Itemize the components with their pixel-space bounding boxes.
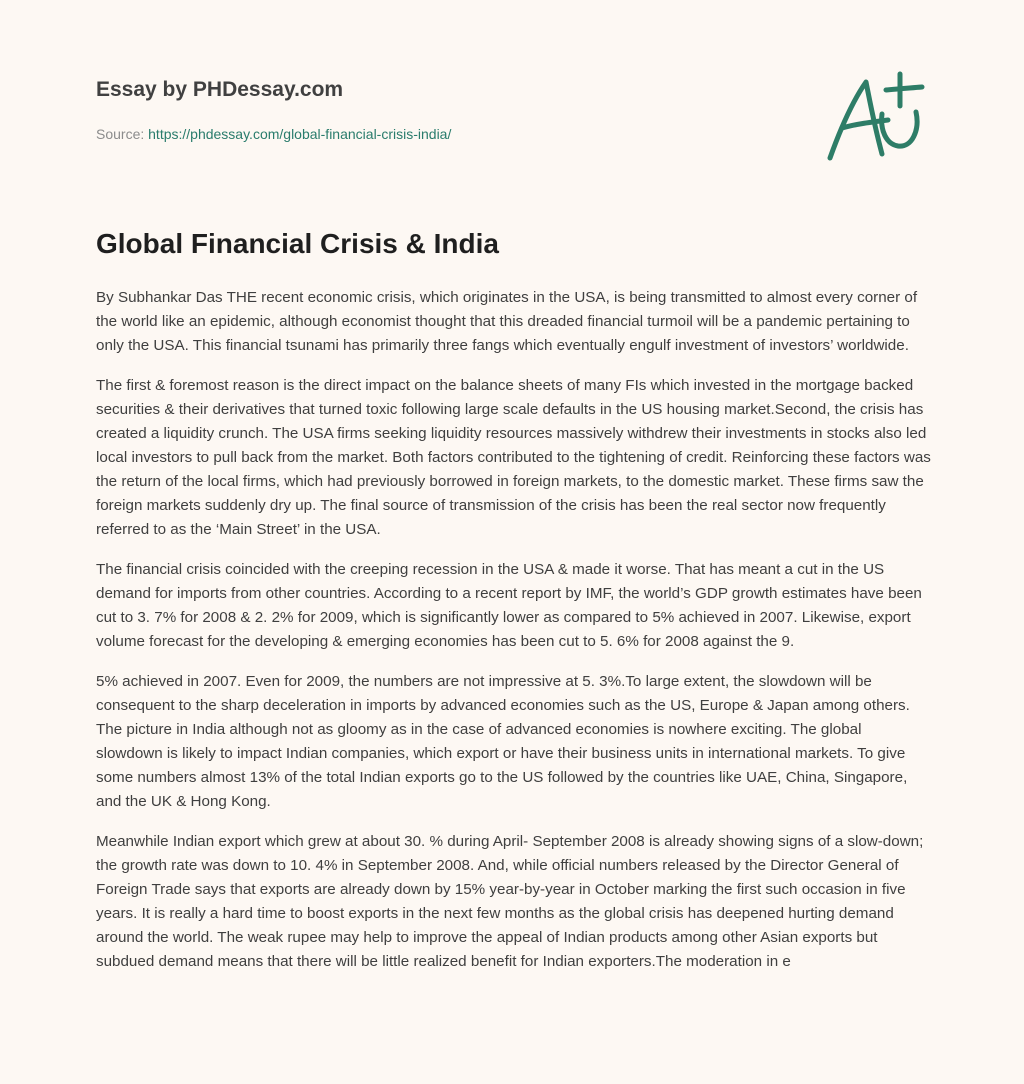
- source-link[interactable]: https://phdessay.com/global-financial-crisis-india/: [148, 126, 452, 142]
- source-line: [96, 124, 451, 144]
- a-plus-logo: [822, 68, 928, 164]
- source-label: Source:: [96, 126, 145, 142]
- paragraph: By Subhankar Das THE recent economic crisis, which originates in the USA, is being transmitted to almost every corner of the world like an epidemic, although economist thought that this dreaded financial turmoil will be a pandemic pertaining to only the USA. This financial tsunami has primarily three fangs which eventually engulf investment of investors’ worldwide.: [96, 289, 918, 354]
- paragraph: The first & foremost reason is the direct impact on the balance sheets of many FIs which invested in the mortgage backed securities & their derivatives that turned toxic following large scale defaults in the US housing market.Second, the crisis has created a liquidity crunch. The USA firms seeking liquidity resources massively withdrew their investments in stocks also led local investors to pull back from the market. Both factors contributed to the tightening of credit. Reinforcing these factors was the return of the local firms, which had previously borrowed in foreign markets, to the domestic market. These firms saw the foreign markets suddenly dry up. The final source of transmission of the crisis has been the real sector now frequently referred to as the ‘Main Street’ in the USA.: [96, 377, 931, 538]
- essay-title: Global Financial Crisis & India: [96, 228, 499, 259]
- site-brand: Essay by PHDessay.com: [96, 78, 344, 101]
- paragraph: 5% achieved in 2007. Even for 2009, the numbers are not impressive at 5. 3%.To large extent, the slowdown will be consequent to the sharp deceleration in imports by advanced economies such as the US, Europe & Japan among others. The picture in India although not as gloomy as in the case of advanced economies is nowhere exciting. The global slowdown is likely to impact Indian companies, which export or have their business units in international markets. To give some numbers almost 13% of the total Indian exports go to the US followed by the countries like UAE, China, Singapore, and the UK & Hong Kong.: [96, 673, 910, 810]
- paragraph: Meanwhile Indian export which grew at about 30. % during April- September 2008 is already showing signs of a slow-down; the growth rate was down to 10. 4% in September 2008. And, while official numbers released by the Director General of Foreign Trade says that exports are already down by 15% year-by-year in October marking the first such occasion in five years. It is really a hard time to boost exports in the next few months as the global crisis has deepened hurting demand around the world. The weak rupee may help to improve the appeal of Indian products among other Asian exports but subdued demand means that there will be little realized benefit for Indian exporters.The moderation in e: [96, 833, 924, 970]
- page-header: [96, 76, 928, 142]
- essay-body: [96, 286, 932, 990]
- paragraph: The financial crisis coincided with the creeping recession in the USA & made it worse. That has meant a cut in the US demand for imports from other countries. According to a recent report by IMF, the world’s GDP growth estimates have been cut to 3. 7% for 2008 & 2. 2% for 2009, which is significantly lower as compared to 5% achieved in 2007. Likewise, export volume forecast for the developing & emerging economies has been cut to 5. 6% for 2008 against the 9.: [96, 561, 922, 650]
